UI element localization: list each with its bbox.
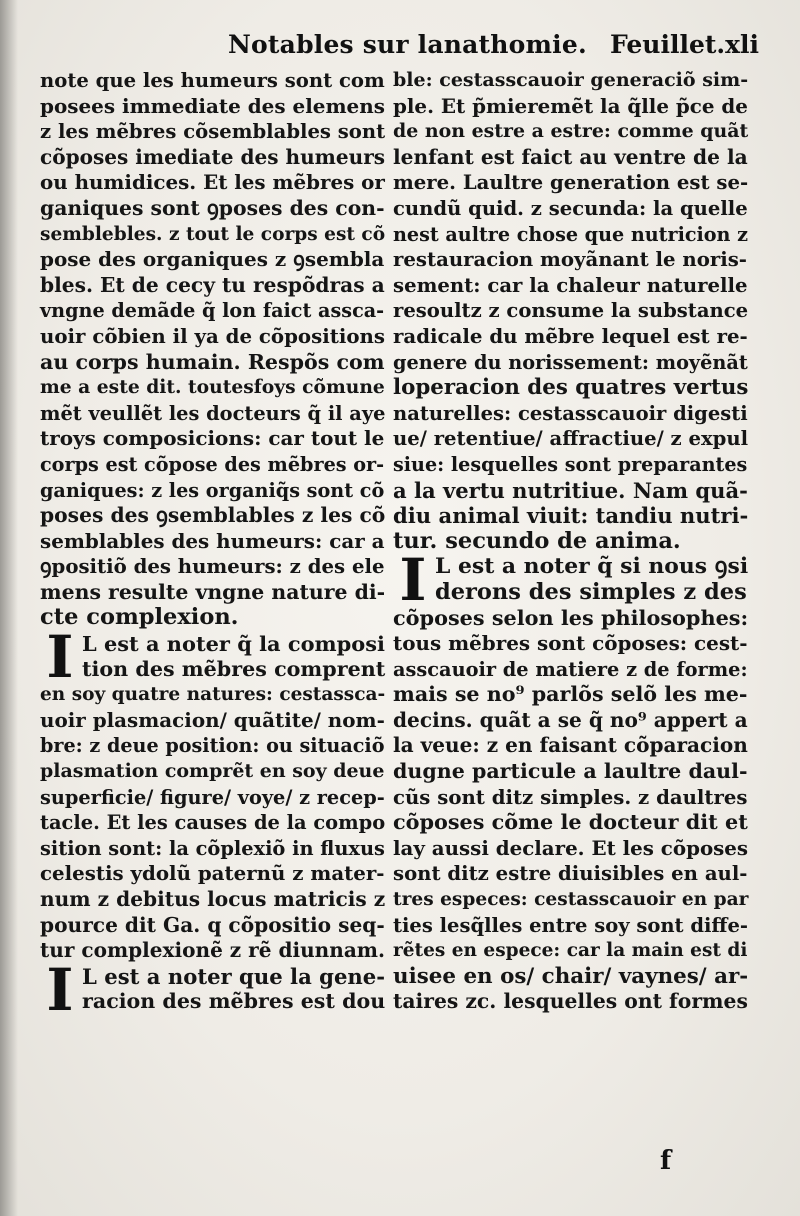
text-line: num z debitus locus matricis z (40, 887, 386, 911)
text-line: resoultz z consume la substance (393, 299, 749, 323)
text-line: troys composicions: car tout le (40, 426, 385, 451)
text-line: uoir cõbien il ya de cõpositions (40, 323, 385, 348)
right-paragraph-1 (393, 68, 748, 554)
text-line: L est a noter q̃ la composi (82, 631, 385, 657)
text-line: rẽtes en espece: car la main est di (393, 940, 748, 962)
text-line: tres especes: cestasscauoir en par (393, 889, 749, 910)
text-line: lay aussi declare. Et les cõposes (393, 835, 749, 860)
left-paragraph-2 (40, 623, 386, 964)
text-line: ue/ retentiue/ affractiue/ z expul (393, 427, 749, 451)
right-column (393, 68, 748, 1015)
text-line: pource dit Ga. q cõpositio seq- (40, 912, 385, 937)
text-line: tacle. Et les causes de la compo (40, 811, 386, 835)
text-line: racion des mẽbres est dou (82, 989, 386, 1014)
text-line: tous mẽbres sont cõposes: cest- (393, 631, 748, 656)
left-paragraph-3 (40, 955, 386, 1024)
text-line: vngne demãde q̃ lon faict assca- (40, 299, 385, 323)
running-title: Notables sur lanathomie. (228, 30, 587, 59)
text-line: a la vertu nutritiue. Nam quã- (393, 477, 748, 503)
folio-number: Feuillet.xli (610, 30, 760, 59)
left-column (40, 68, 386, 1024)
text-line: au corps humain. Respõs com (40, 349, 385, 374)
drop-cap-initial: I (399, 546, 427, 615)
text-line: restauracion moyãnant le noris- (393, 248, 747, 272)
gutter-shadow (0, 0, 18, 1216)
text-line: cõposes imediate des humeurs (40, 144, 386, 169)
text-line: bles. Et de cecy tu respõdras a (40, 272, 385, 297)
text-line: tur. secundo de anima. (393, 527, 681, 554)
text-line: cõposes cõme le docteur dit et (393, 810, 748, 835)
text-line: cõposes selon les philosophes: (393, 605, 749, 631)
text-line: la veue: z en faisant cõparacion (393, 733, 748, 758)
text-line: lenfant est faict au ventre de la (393, 144, 748, 169)
text-line: semblebles. z tout le corps est cõ (40, 223, 386, 245)
drop-cap-initial: I (46, 623, 74, 692)
text-line: z les mẽbres cõsemblables sont (40, 120, 386, 144)
text-line: mere. Laultre generation est se- (393, 171, 749, 195)
text-line: genere du norissement: moyẽnãt (393, 350, 748, 374)
text-line: bre: z deue position: ou situaciõ (40, 734, 385, 758)
text-line: loperacion des quatres vertus (393, 375, 749, 401)
text-line: posees immediate des elemens (40, 93, 385, 118)
text-line: sont ditz estre diuisibles en aul- (393, 862, 748, 886)
text-line: ties lesq̃lles entre soy sont diffe- (393, 913, 748, 937)
signature-mark: f (660, 1146, 672, 1176)
text-line: L est a noter q̃ si nous ꝯsi (435, 553, 749, 580)
text-line: plasmation comprẽt en soy deue (40, 760, 385, 783)
text-line: cte complexion. (40, 604, 239, 631)
text-line: sition sont: la cõplexiõ in fluxus (40, 836, 385, 860)
text-line: taires zc. lesquelles ont formes (393, 989, 748, 1014)
text-line: cũs sont ditz simples. z daultres (393, 785, 748, 809)
text-line: corps est cõpose des mẽbres or- (40, 452, 385, 476)
text-line: de non estre a estre: comme quãt (393, 120, 749, 143)
text-line: sement: car la chaleur naturelle (393, 273, 748, 297)
right-paragraph-2 (393, 546, 749, 1015)
text-line: ble: cestasscauoir generaciõ sim- (393, 69, 749, 91)
text-line: me a este dit. toutesfoys cõmune (40, 376, 385, 399)
left-paragraph-1 (40, 68, 385, 631)
text-line: poses des ꝯsemblables z les cõ (40, 503, 386, 528)
text-line: nest aultre chose que nutricion z (393, 222, 748, 246)
text-line: uoir plasmacion/ quãtite/ nom- (40, 707, 385, 732)
text-line: dugne particule a laultre daul- (393, 759, 748, 784)
text-line: tion des mẽbres comprent (82, 656, 386, 681)
text-line: uisee en os/ chair/ vaynes/ ar- (393, 963, 749, 989)
text-line: ple. Et p̃mieremẽt la q̃lle p̃ce de (393, 93, 748, 118)
text-line: note que les humeurs sont com (40, 69, 385, 92)
text-line: mais se no⁹ parlõs selõ les me- (393, 682, 748, 707)
text-line: diu animal viuit: tandiu nutri- (393, 503, 749, 529)
text-line: ou humidices. Et les mẽbres or (40, 170, 385, 195)
text-line: semblables des humeurs: car a (40, 528, 385, 553)
text-line: L est a noter que la gene- (82, 963, 386, 989)
drop-cap-initial: I (46, 955, 74, 1024)
text-line: asscauoir de matiere z de forme: (393, 657, 748, 681)
text-line: superficie/ figure/ voye/ z recep- (40, 785, 385, 809)
text-line: tur complexionẽ z rẽ diunnam. (40, 938, 385, 963)
running-header (0, 26, 800, 66)
text-line: siue: lesquelles sont preparantes (393, 452, 748, 476)
text-line: en soy quatre natures: cestassca- (40, 684, 386, 706)
text-line: naturelles: cestasscauoir digesti (393, 401, 748, 425)
text-line: decins. quãt a se q̃ no⁹ appert a (393, 707, 748, 732)
text-line: celestis ydolũ paternũ z mater- (40, 861, 385, 886)
text-line: mẽt veullẽt les docteurs q̃ il aye (40, 401, 386, 425)
text-line: cundũ quid. z secunda: la quelle (393, 196, 748, 220)
text-line: ganiques sont ꝯposes des con- (40, 195, 385, 220)
text-line: ganiques: z les organiq̃s sont cõ (40, 478, 385, 502)
text-line: radicale du mẽbre lequel est re- (393, 323, 748, 348)
text-line: pose des organiques z ꝯsembla (40, 247, 385, 272)
text-line: derons des simples z des (435, 578, 747, 605)
text-line: ꝯpositiõ des humeurs: z des ele (40, 555, 385, 579)
text-line: mens resulte vngne nature di- (40, 579, 386, 604)
